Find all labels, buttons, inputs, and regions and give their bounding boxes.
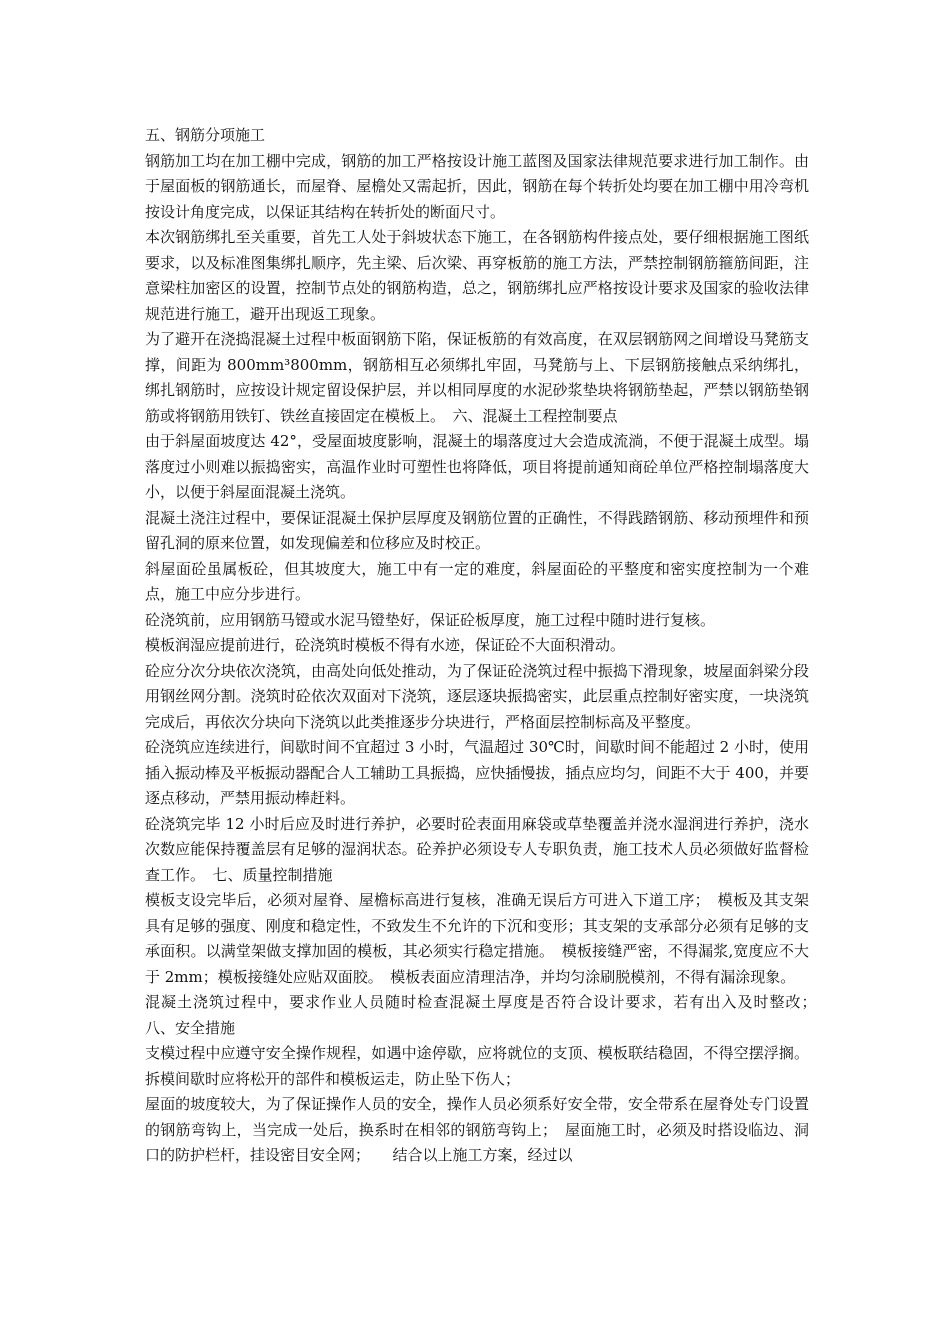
document-body: [145, 123, 825, 1169]
paragraph-quality-control: 模板支设完毕后，必须对屋脊、屋檐标高进行复核，准确无误后方可进入下道工序； 模板及其支架具有足够的强度、刚度和稳定性，不致发生不允许的下沉和变形；其支架的支承部分必须有足够的支承面积。以满堂架做支撑加固的模板，其必须实行稳定措施。 模板接缝严密，不得漏浆,宽度应不大于 2mm；模板接缝处应贴双面胶。 模板表面应清理洁净，并均匀涂刷脱模剂，不得有漏涂现象。: [145, 891, 809, 986]
paragraph-concrete-slump: 由于斜屋面坡度达 42°，受屋面坡度影响，混凝土的塌落度过大会造成流淌，不便于混凝土成型。塌落度过小则难以振捣密实，高温作业时可塑性也将降低，项目将提前通知商砼单位严格控制塌落度大小，以便于斜屋面混凝土浇筑。: [145, 432, 809, 501]
section-heading-rebar: 五、钢筋分项施工: [145, 126, 266, 144]
paragraph-rebar-processing: 钢筋加工均在加工棚中完成，钢筋的加工严格按设计施工蓝图及国家法律规范要求进行加工制作。由于屋面板的钢筋通长，而屋脊、屋檐处又需起折，因此，钢筋在每个转折处均要在加工棚中用冷弯机按设计角度完成，以保证其结构在转折处的断面尺寸。: [145, 151, 809, 221]
paragraph-rebar-support: 为了避开在浇捣混凝土过程中板面钢筋下陷，保证板筋的有效高度，在双层钢筋网之间增设马凳筋支撑，间距为 800mm³800mm，钢筋相互必须绑扎牢固，马凳筋与上、下层钢筋接触点采纳绑扎，绑扎钢筋时，应按设计规定留设保护层，并以相同厚度的水泥砂浆垫块将钢筋垫起，严禁以钢筋垫钢筋或将钢筋用铁钉、铁丝直接固定在模板上。 六、混凝土工程控制要点: [145, 330, 809, 425]
paragraph-concrete-pouring: 混凝土浇注过程中，要保证混凝土保护层厚度及钢筋位置的正确性，不得践踏钢筋、移动预埋件和预留孔洞的原来位置，如发现偏差和位移应及时校正。: [145, 508, 809, 552]
paragraph-pour-sequence: 砼应分次分块依次浇筑，由高处向低处推动，为了保证砼浇筑过程中振捣下滑现象，坡屋面斜梁分段用钢丝网分割。浇筑时砼依次双面对下浇筑，逐层逐块振捣密实，此层重点控制好密实度，一块浇筑完成后，再依次分块向下浇筑以此类推逐步分块进行，严格面层控制标高及平整度。: [145, 661, 809, 731]
paragraph-continuous-pour: 砼浇筑应连续进行，间歇时间不宜超过 3 小时，气温超过 30℃时，间歇时间不能超过 2 小时，使用插入振动棒及平板振动器配合人工辅助工具振捣，应快插慢拔，插点应均匀，间距不大于 400，并要逐点移动，严禁用振动棒赶料。: [145, 738, 809, 807]
paragraph-rebar-binding: 本次钢筋绑扎至关重要，首先工人处于斜坡状态下施工，在各钢筋构件接点处，要仔细根据施工图纸要求，以及标准图集绑扎顺序，先主梁、后次梁、再穿板筋的施工方法，严禁控制钢筋箍筋间距，注意梁柱加密区的设置，控制节点处的钢筋构造，总之，钢筋绑扎应严格按设计要求及国家的验收法律规范进行施工，避开出现返工现象。: [145, 228, 809, 323]
paragraph-thickness-check: 混凝土浇筑过程中，要求作业人员随时检查混凝土厚度是否符合设计要求，若有出入及时整改； 八、安全措施: [145, 993, 825, 1037]
paragraph-curing: 砼浇筑完毕 12 小时后应及时进行养护，必要时砼表面用麻袋或草垫覆盖并浇水湿润进行养护，浇水次数应能保持覆盖层有足够的湿润状态。砼养护必须设专人专职负责，施工技术人员必须做好监督检查工作。 七、质量控制措施: [145, 814, 809, 884]
paragraph-formwork-wetting: 模板润湿应提前进行，砼浇筑时模板不得有水迹，保证砼不大面积滑动。: [145, 636, 626, 654]
paragraph-safety-roof: 屋面的坡度较大，为了保证操作人员的安全，操作人员必须系好安全带，安全带系在屋脊处专门设置的钢筋弯钩上，当完成一处后，换系时在相邻的钢筋弯钩上； 屋面施工时，必须及时搭设临边、洞口的防护栏杆，挂设密目安全网； 结合以上施工方案，经过以: [145, 1095, 809, 1164]
paragraph-before-pouring: 砼浇筑前，应用钢筋马镫或水泥马镫垫好，保证砼板厚度，施工过程中随时进行复核。: [145, 610, 716, 629]
paragraph-safety-formwork: 支模过程中应遵守安全操作规程，如遇中途停歇，应将就位的支顶、模板联结稳固，不得空摆浮搁。拆模间歇时应将松开的部件和模板运走，防止坠下伤人；: [145, 1044, 809, 1088]
paragraph-slope-concrete: 斜屋面砼虽属板砼，但其坡度大，施工中有一定的难度，斜屋面砼的平整度和密实度控制为一个难点，施工中应分步进行。: [145, 559, 809, 603]
